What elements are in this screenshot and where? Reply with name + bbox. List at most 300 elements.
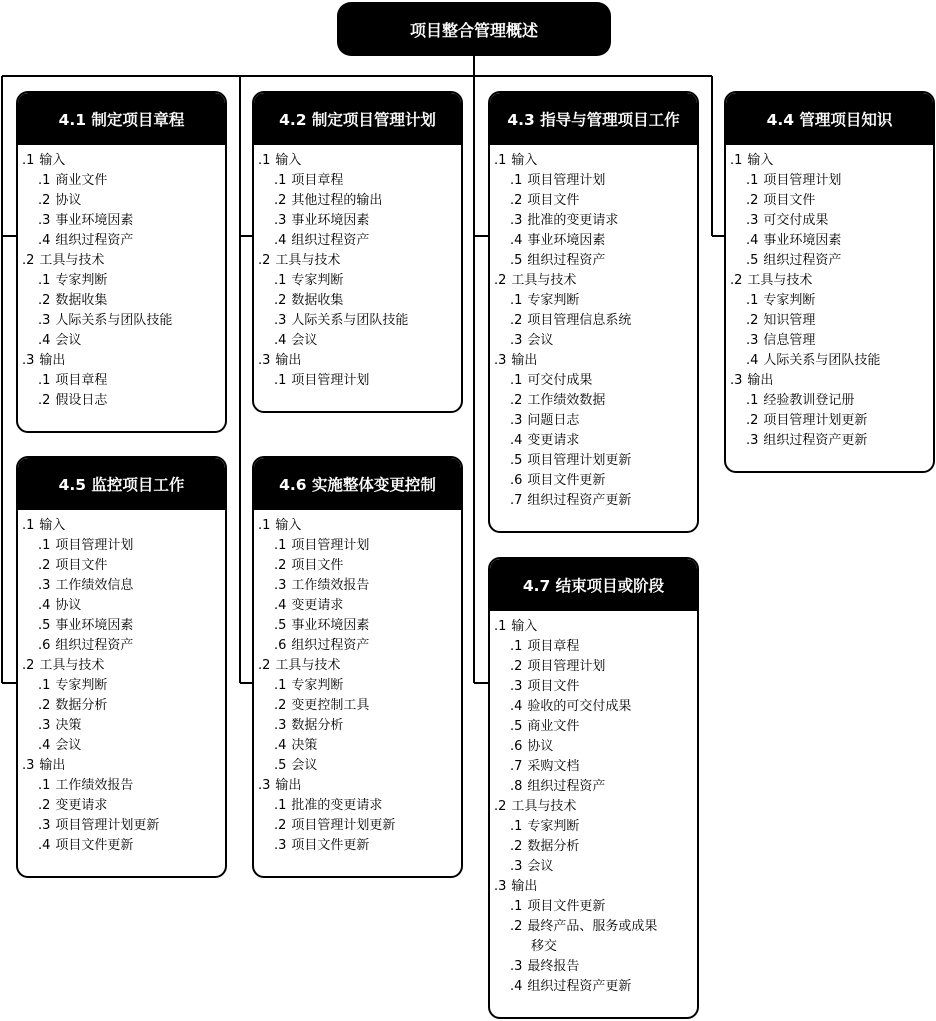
item-text-continuation: 移交	[531, 939, 558, 954]
item-text: 专家判断	[55, 678, 108, 693]
item-text: 可交付成果	[763, 213, 829, 228]
item-number: .2	[510, 393, 523, 408]
section-heading	[730, 271, 933, 291]
section-heading	[22, 656, 225, 676]
process-body	[726, 145, 933, 451]
list-item	[494, 251, 697, 271]
list-item	[22, 291, 225, 311]
item-number: .1	[510, 639, 523, 654]
list-item	[258, 716, 461, 736]
list-item	[494, 757, 697, 777]
item-text: 问题日志	[527, 413, 580, 428]
item-number: .3	[274, 718, 287, 733]
item-number: .4	[746, 353, 759, 368]
item-text: 会议	[55, 738, 82, 753]
list-item	[258, 696, 461, 716]
item-number: .3	[38, 718, 51, 733]
list-item	[494, 657, 697, 677]
item-text: 变更请求	[527, 433, 580, 448]
process-box-4-2	[252, 91, 463, 413]
item-text: 数据分析	[55, 698, 108, 713]
list-item	[258, 171, 461, 191]
item-number: .4	[510, 233, 523, 248]
item-text: 知识管理	[763, 313, 816, 328]
item-number: .3	[510, 213, 523, 228]
section-label: 输入	[275, 153, 302, 168]
item-text: 最终产品、服务或成果	[527, 919, 658, 934]
item-number: .4	[38, 838, 51, 853]
section-number: .1	[730, 153, 743, 168]
list-item	[22, 331, 225, 351]
section-label: 工具与技术	[747, 273, 813, 288]
process-body	[18, 510, 225, 856]
item-number: .2	[38, 798, 51, 813]
process-title: 4.2 制定项目管理计划	[254, 93, 461, 145]
item-text: 协议	[527, 739, 554, 754]
section-number: .2	[22, 253, 35, 268]
item-text: 组织过程资产更新	[527, 493, 632, 508]
section-label: 输出	[275, 353, 302, 368]
item-text: 人际关系与团队技能	[55, 313, 173, 328]
item-text: 批准的变更请求	[291, 798, 383, 813]
list-item	[730, 411, 933, 431]
item-text: 项目管理计划	[55, 538, 134, 553]
item-number: .2	[746, 193, 759, 208]
item-text: 项目文件更新	[55, 838, 134, 853]
item-text: 组织过程资产	[527, 253, 606, 268]
item-text: 专家判断	[527, 819, 580, 834]
list-item	[494, 737, 697, 757]
item-text: 采购文档	[527, 759, 580, 774]
list-item	[258, 836, 461, 856]
section-label: 输入	[747, 153, 774, 168]
item-text: 商业文件	[55, 173, 108, 188]
list-item	[494, 917, 697, 937]
list-item	[22, 311, 225, 331]
item-text: 组织过程资产更新	[527, 979, 632, 994]
list-item	[494, 957, 697, 977]
list-item	[22, 371, 225, 391]
list-item	[258, 231, 461, 251]
list-item	[258, 636, 461, 656]
item-number: .1	[38, 373, 51, 388]
item-text: 假设日志	[55, 393, 108, 408]
item-text: 批准的变更请求	[527, 213, 619, 228]
section-heading	[494, 617, 697, 637]
item-text: 项目文件更新	[527, 473, 606, 488]
item-number: .4	[38, 333, 51, 348]
list-item	[730, 311, 933, 331]
item-number: .3	[38, 213, 51, 228]
section-label: 输入	[275, 518, 302, 533]
list-item	[22, 171, 225, 191]
process-body	[490, 611, 697, 997]
item-number: .3	[746, 433, 759, 448]
item-text: 工作绩效报告	[291, 578, 370, 593]
list-item	[22, 816, 225, 836]
item-text: 事业环境因素	[55, 213, 134, 228]
item-number: .2	[274, 558, 287, 573]
list-item	[258, 676, 461, 696]
list-item	[22, 716, 225, 736]
item-number: .4	[510, 433, 523, 448]
list-item	[494, 857, 697, 877]
item-number: .8	[510, 779, 523, 794]
item-number: .5	[510, 253, 523, 268]
list-item	[258, 796, 461, 816]
section-number: .3	[494, 879, 507, 894]
list-item	[22, 576, 225, 596]
item-number: .1	[510, 899, 523, 914]
section-label: 工具与技术	[275, 253, 341, 268]
section-number: .3	[22, 353, 35, 368]
item-number: .3	[746, 213, 759, 228]
item-text: 变更请求	[291, 598, 344, 613]
list-item	[22, 776, 225, 796]
list-item	[258, 371, 461, 391]
list-item	[22, 391, 225, 411]
item-text: 变更控制工具	[291, 698, 370, 713]
list-item	[494, 171, 697, 191]
item-text: 事业环境因素	[291, 213, 370, 228]
section-label: 工具与技术	[39, 658, 105, 673]
item-text: 组织过程资产更新	[763, 433, 868, 448]
item-number: .3	[510, 859, 523, 874]
item-text: 数据收集	[291, 293, 344, 308]
item-number: .4	[38, 598, 51, 613]
item-text: 组织过程资产	[55, 638, 134, 653]
list-item	[22, 696, 225, 716]
item-text: 决策	[55, 718, 82, 733]
list-item	[730, 391, 933, 411]
list-item	[730, 331, 933, 351]
item-number: .1	[38, 678, 51, 693]
list-item	[258, 556, 461, 576]
item-number: .5	[274, 758, 287, 773]
process-title: 4.3 指导与管理项目工作	[490, 93, 697, 145]
list-item	[258, 736, 461, 756]
list-item	[730, 351, 933, 371]
item-number: .4	[274, 738, 287, 753]
item-text: 专家判断	[291, 273, 344, 288]
item-number: .1	[746, 173, 759, 188]
item-text: 工作绩效信息	[55, 578, 134, 593]
overview-title: 项目整合管理概述	[337, 2, 611, 56]
section-heading	[22, 251, 225, 271]
item-number: .2	[274, 293, 287, 308]
item-number: .2	[510, 193, 523, 208]
item-text: 事业环境因素	[527, 233, 606, 248]
item-text: 最终报告	[527, 959, 580, 974]
section-label: 输入	[39, 153, 66, 168]
item-text: 项目章程	[55, 373, 108, 388]
item-number: .3	[274, 313, 287, 328]
item-number: .3	[510, 679, 523, 694]
item-text: 项目管理计划更新	[55, 818, 160, 833]
section-number: .2	[258, 658, 271, 673]
item-number: .1	[274, 273, 287, 288]
item-number: .4	[38, 233, 51, 248]
list-item	[22, 191, 225, 211]
section-label: 输出	[39, 353, 66, 368]
list-item	[494, 471, 697, 491]
process-body	[490, 145, 697, 511]
item-number: .6	[38, 638, 51, 653]
item-number: .1	[274, 678, 287, 693]
item-number: .2	[510, 659, 523, 674]
item-text: 信息管理	[763, 333, 816, 348]
section-number: .2	[494, 799, 507, 814]
item-number: .1	[274, 798, 287, 813]
list-item	[730, 211, 933, 231]
item-text: 人际关系与团队技能	[291, 313, 409, 328]
item-number: .3	[274, 213, 287, 228]
section-number: .3	[258, 778, 271, 793]
section-heading	[22, 151, 225, 171]
item-text: 协议	[55, 193, 82, 208]
item-text: 项目文件	[527, 679, 580, 694]
section-number: .1	[494, 153, 507, 168]
section-label: 输入	[39, 518, 66, 533]
process-title: 4.6 实施整体变更控制	[254, 458, 461, 510]
item-text: 项目章程	[291, 173, 344, 188]
list-item	[494, 371, 697, 391]
item-number: .2	[274, 698, 287, 713]
item-text: 项目文件更新	[527, 899, 606, 914]
section-heading	[494, 151, 697, 171]
item-text: 会议	[291, 758, 318, 773]
item-text: 项目管理计划	[527, 659, 606, 674]
item-text: 经验教训登记册	[763, 393, 855, 408]
section-heading	[494, 877, 697, 897]
section-number: .2	[730, 273, 743, 288]
section-heading	[258, 776, 461, 796]
item-text: 数据收集	[55, 293, 108, 308]
item-text: 项目管理信息系统	[527, 313, 632, 328]
item-number: .2	[38, 193, 51, 208]
item-number: .1	[38, 273, 51, 288]
list-item	[22, 596, 225, 616]
list-item	[22, 736, 225, 756]
item-number: .3	[510, 959, 523, 974]
item-text: 项目文件更新	[291, 838, 370, 853]
process-box-4-4	[724, 91, 935, 473]
item-text: 项目文件	[55, 558, 108, 573]
list-item	[22, 616, 225, 636]
list-item	[730, 251, 933, 271]
list-item	[730, 231, 933, 251]
item-text: 组织过程资产	[291, 638, 370, 653]
list-item	[494, 451, 697, 471]
list-item	[494, 491, 697, 511]
item-number: .5	[510, 453, 523, 468]
list-item	[258, 291, 461, 311]
item-text: 协议	[55, 598, 82, 613]
section-number: .2	[258, 253, 271, 268]
item-text: 会议	[55, 333, 82, 348]
list-item	[258, 536, 461, 556]
list-item	[258, 311, 461, 331]
item-text: 会议	[527, 859, 554, 874]
item-text: 专家判断	[763, 293, 816, 308]
list-item	[22, 271, 225, 291]
list-item	[22, 836, 225, 856]
item-number: .7	[510, 493, 523, 508]
process-title: 4.4 管理项目知识	[726, 93, 933, 145]
list-item	[494, 291, 697, 311]
process-box-4-5	[16, 456, 227, 878]
item-number: .1	[510, 173, 523, 188]
item-number: .3	[38, 578, 51, 593]
item-number: .4	[274, 598, 287, 613]
section-heading	[730, 371, 933, 391]
process-title: 4.7 结束项目或阶段	[490, 559, 697, 611]
process-body	[254, 510, 461, 856]
section-heading	[494, 797, 697, 817]
list-item	[730, 171, 933, 191]
process-title: 4.1 制定项目章程	[18, 93, 225, 145]
item-text: 事业环境因素	[763, 233, 842, 248]
section-heading	[22, 756, 225, 776]
list-item	[258, 211, 461, 231]
section-heading	[258, 151, 461, 171]
item-text: 商业文件	[527, 719, 580, 734]
list-item	[494, 311, 697, 331]
item-number: .2	[38, 393, 51, 408]
process-box-4-1	[16, 91, 227, 433]
item-number: .2	[510, 313, 523, 328]
item-number: .1	[510, 293, 523, 308]
item-number: .1	[510, 373, 523, 388]
item-number: .2	[38, 698, 51, 713]
item-text: 项目管理计划更新	[291, 818, 396, 833]
item-text: 其他过程的输出	[291, 193, 383, 208]
section-heading	[258, 516, 461, 536]
section-heading	[22, 351, 225, 371]
list-item	[494, 977, 697, 997]
item-text: 工作绩效数据	[527, 393, 606, 408]
list-item	[258, 576, 461, 596]
list-item	[494, 331, 697, 351]
item-text: 项目管理计划	[527, 173, 606, 188]
section-heading	[258, 251, 461, 271]
section-label: 工具与技术	[511, 799, 577, 814]
item-text: 项目文件	[291, 558, 344, 573]
section-number: .1	[258, 153, 271, 168]
item-text: 项目管理计划更新	[527, 453, 632, 468]
item-text: 项目章程	[527, 639, 580, 654]
list-item	[258, 596, 461, 616]
list-item	[494, 697, 697, 717]
section-heading	[494, 351, 697, 371]
item-number: .6	[510, 473, 523, 488]
list-item	[22, 636, 225, 656]
item-number: .1	[746, 393, 759, 408]
list-item	[258, 271, 461, 291]
section-number: .3	[494, 353, 507, 368]
item-number: .2	[274, 193, 287, 208]
item-text: 工作绩效报告	[55, 778, 134, 793]
section-label: 工具与技术	[39, 253, 105, 268]
item-text: 项目管理计划更新	[763, 413, 868, 428]
item-text: 组织过程资产	[291, 233, 370, 248]
section-label: 工具与技术	[275, 658, 341, 673]
item-text: 专家判断	[291, 678, 344, 693]
item-number: .4	[510, 979, 523, 994]
section-number: .1	[22, 153, 35, 168]
item-number: .1	[38, 538, 51, 553]
process-box-4-7	[488, 557, 699, 1019]
section-label: 输出	[511, 879, 538, 894]
section-label: 输入	[511, 619, 538, 634]
list-item	[494, 431, 697, 451]
list-item	[258, 616, 461, 636]
item-number: .6	[274, 638, 287, 653]
section-heading	[22, 516, 225, 536]
item-number: .3	[746, 333, 759, 348]
item-number: .3	[510, 333, 523, 348]
item-text: 项目文件	[527, 193, 580, 208]
item-number: .5	[510, 719, 523, 734]
list-item	[494, 191, 697, 211]
section-number: .3	[22, 758, 35, 773]
item-text: 变更请求	[55, 798, 108, 813]
list-item	[22, 556, 225, 576]
list-item	[258, 331, 461, 351]
item-text: 项目管理计划	[291, 373, 370, 388]
item-number: .1	[274, 538, 287, 553]
section-label: 工具与技术	[511, 273, 577, 288]
list-item	[494, 817, 697, 837]
process-box-4-3	[488, 91, 699, 533]
item-text: 事业环境因素	[55, 618, 134, 633]
list-item	[22, 211, 225, 231]
list-item	[494, 837, 697, 857]
list-item	[494, 777, 697, 797]
item-text: 项目文件	[763, 193, 816, 208]
item-text: 组织过程资产	[55, 233, 134, 248]
list-item	[494, 897, 697, 917]
list-item	[494, 717, 697, 737]
section-heading	[494, 271, 697, 291]
item-number: .3	[274, 838, 287, 853]
item-number: .1	[274, 173, 287, 188]
item-number: .1	[746, 293, 759, 308]
item-number: .4	[274, 333, 287, 348]
item-text: 专家判断	[55, 273, 108, 288]
section-number: .1	[22, 518, 35, 533]
section-number: .1	[494, 619, 507, 634]
item-text: 可交付成果	[527, 373, 593, 388]
item-text: 人际关系与团队技能	[763, 353, 881, 368]
item-text: 验收的可交付成果	[527, 699, 632, 714]
section-number: .3	[258, 353, 271, 368]
process-body	[18, 145, 225, 411]
item-text: 决策	[291, 738, 318, 753]
list-item	[258, 756, 461, 776]
list-item	[730, 291, 933, 311]
item-number: .3	[38, 313, 51, 328]
item-number: .3	[38, 818, 51, 833]
item-number: .4	[510, 699, 523, 714]
list-item	[494, 391, 697, 411]
item-number: .3	[510, 413, 523, 428]
list-item	[730, 191, 933, 211]
section-heading	[730, 151, 933, 171]
section-label: 输出	[747, 373, 774, 388]
item-text: 专家判断	[527, 293, 580, 308]
item-number: .7	[510, 759, 523, 774]
